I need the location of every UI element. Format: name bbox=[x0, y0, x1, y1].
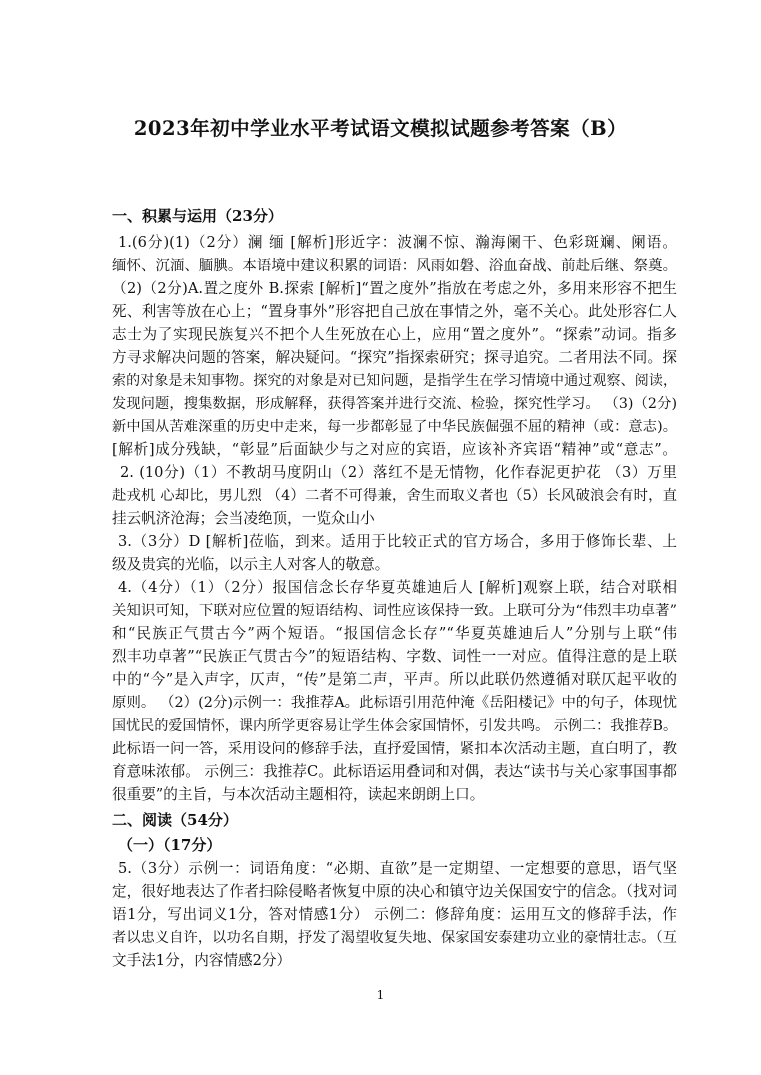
q5-line: 者以忠义自许，以功名自期，抒发了渴望收复失地、保家国安泰建功立业的豪情壮志。（互 bbox=[112, 930, 677, 946]
q4-line: 原则。 （2）(2分)示例一：我推荐A。此标语引用范仲淹《岳阳楼记》中的句子，体现忧 bbox=[112, 695, 677, 711]
q1-line: 1.(6分)(1)（2分）澜 缅 [解析]形近字：波澜不惊、瀚海阑干、色彩斑斓、阑语。 bbox=[118, 234, 677, 251]
q5-line: 定，很好地表达了作者扫除侵略者恢复中原的决心和镇守边关保国安宁的信念。（找对词 bbox=[112, 883, 677, 900]
q4-line: 育意味浓郁。 示例三：我推荐C。此标语运用叠词和对偶，表达“读书与关心家事国事都 bbox=[112, 763, 677, 780]
q3-line: 3.（3分）D [解析]莅临，到来。适用于比较正式的官方场合，多用于修饰长辈、上 bbox=[118, 533, 677, 550]
q1-line: 缅怀、沉湎、腼腆。本语境中建议积累的词语：风雨如磐、浴血奋战、前赴后继、祭奠。 bbox=[112, 258, 677, 274]
q2-line: 赴戎机 心却比，男儿烈 （4）二者不可得兼，舍生而取义者也（5）长风破浪会有时，直 bbox=[112, 488, 677, 504]
subsection-heading: （一）（17分） bbox=[118, 836, 222, 854]
q4-line: 此标语一问一答，采用设问的修辞手法，直抒爱国情，紧扣本次活动主题，直白明了，教 bbox=[112, 741, 677, 757]
q1-line: 新中国从苦难深重的历史中走来，每一步都彰显了中华民族倔强不屈的精神（或：意志)。 bbox=[112, 419, 677, 435]
q1-line: 方寻求解决问题的答案，解决疑问。“探究”指探索研究；探寻追究。二者用法不同。探 bbox=[112, 349, 677, 366]
page-number: 1 bbox=[376, 988, 385, 1002]
q4-line: 和“民族正气贯古今”两个短语。“报国信念长存”“华夏英雄迪后人”分别与上联“伟 bbox=[112, 625, 677, 642]
q4-line: 关知识可知，下联对应位置的短语结构、词性应该保持一致。上联可分为“伟烈丰功卓著” bbox=[112, 603, 677, 619]
q4-line: 烈丰功卓著”“民族正气贯古今”的短语结构、字数、词性一一对应。值得注意的是上联 bbox=[112, 648, 677, 665]
q2-line: 挂云帆济沧海；会当凌绝顶，一览众山小 bbox=[112, 510, 375, 527]
q5-line: 文手法1分，内容情感2分） bbox=[112, 952, 292, 969]
q2-line: 2. (10分)（1）不教胡马度阴山（2）落红不是无情物，化作春泥更护花 （3）万里 bbox=[120, 464, 677, 481]
q1-line: 发现问题，搜集数据，形成解释，获得答案并进行交流、检验，探究性学习。 （3)（2分) bbox=[112, 396, 677, 412]
q4-line: 国忧民的爱国情怀，课内所学更容易让学生体会家国情怀，引发共鸣。 示例二：我推荐B。 bbox=[112, 718, 677, 734]
q5-line: 语1分，写出词义1分，答对情感1分） 示例二：修辞角度：运用互文的修辞手法，作 bbox=[112, 906, 677, 923]
q4-line: 很重要”的主旨，与本次活动主题相符，读起来朗朗上口。 bbox=[112, 786, 485, 803]
section-heading-2: 二、阅读（54分） bbox=[112, 811, 238, 829]
q4-line: 4.（4分）（1）（2分）报国信念长存华夏英雄迪后人 [解析]观察上联，结合对联相 bbox=[118, 579, 677, 596]
section-heading-1: 一、积累与运用（23分） bbox=[112, 207, 283, 225]
q1-line: [解析]成分残缺，“彰显”后面缺少与之对应的宾语，应该补齐宾语“精神”或“意志”。 bbox=[112, 441, 677, 458]
q1-line: 死、利害等放在心上；“置身事外”形容把自己放在事情之外，毫不关心。此处形容仁人 bbox=[112, 303, 677, 320]
q1-line: 索的对象是未知事物。探究的对象是对已知问题，是指学生在学习情境中通过观察、阅读， bbox=[112, 373, 677, 389]
q5-line: 5.（3分）示例一：词语角度：“必期、直欲”是一定期望、一定想要的意思，语气坚 bbox=[118, 860, 677, 877]
q3-line: 级及贵宾的光临，以示主人对客人的敬意。 bbox=[112, 556, 390, 573]
q1-line: （2)（2分)A.置之度外 B.探索 [解析]“置之度外”指放在考虑之外，多用来形容不把生 bbox=[112, 280, 677, 297]
q1-line: 志士为了实现民族复兴不把个人生死放在心上，应用“置之度外”。“探索”动词。指多 bbox=[112, 326, 677, 343]
q4-line: 中的“今”是入声字，仄声，“传”是第二声，平声。所以此联仍然遵循对联仄起平收的 bbox=[112, 671, 677, 688]
page-title: 2023年初中学业水平考试语文模拟试题参考答案（B） bbox=[133, 117, 628, 140]
